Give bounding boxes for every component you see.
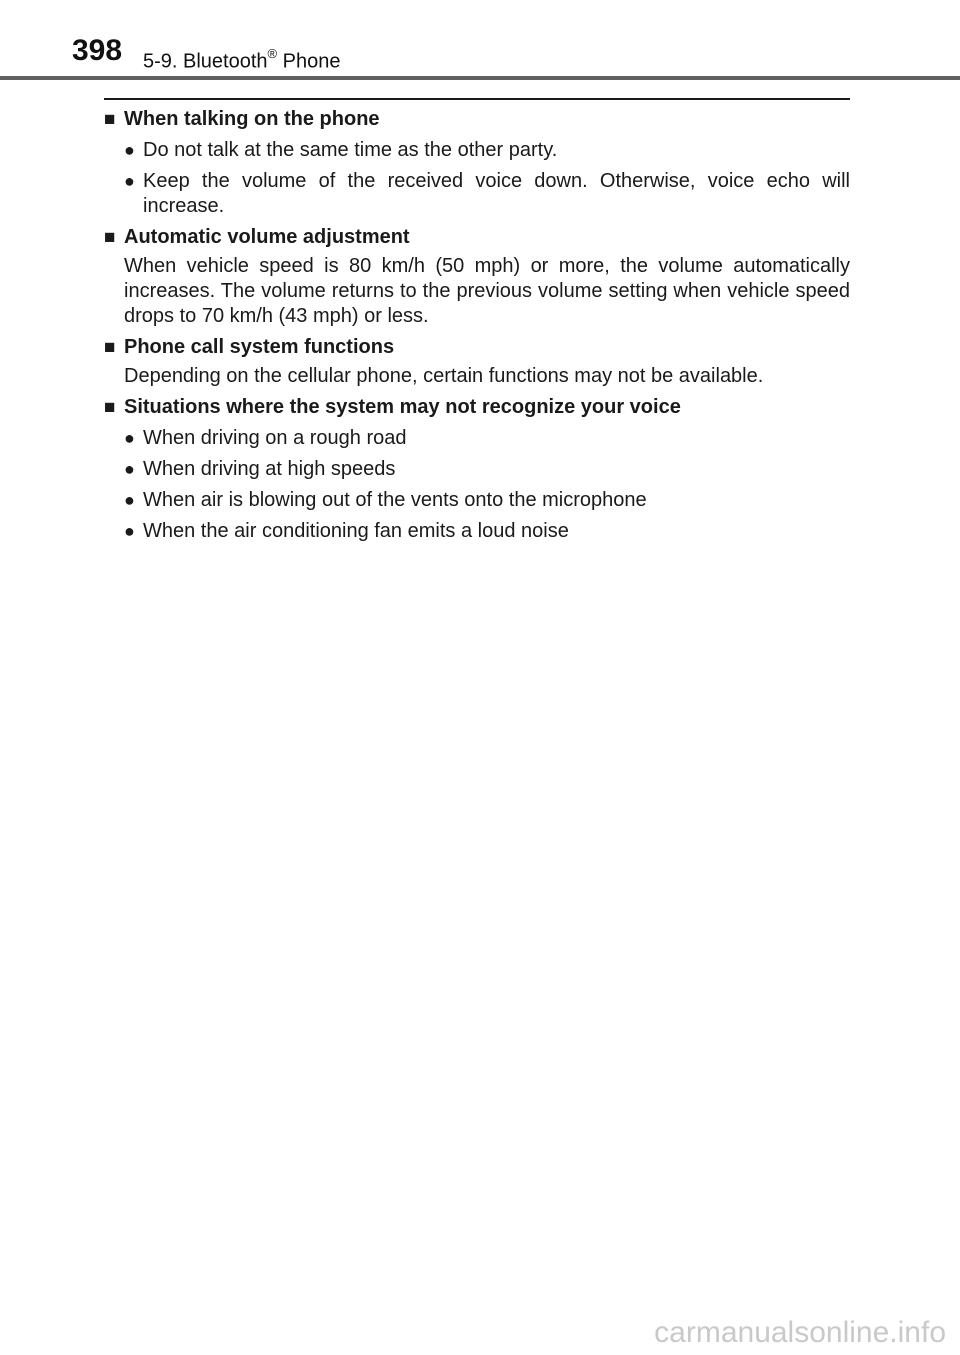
square-bullet-icon: ■ <box>104 227 116 248</box>
section-title-prefix: 5-9. Bluetooth <box>143 50 268 73</box>
page-header <box>0 0 960 80</box>
section-heading-text: Phone call system functions <box>124 336 395 358</box>
section-title <box>143 44 341 74</box>
list-item <box>124 488 850 513</box>
watermark: carmanualsonline.info <box>654 1316 946 1349</box>
square-bullet-icon: ■ <box>104 397 116 418</box>
list-item-text: Do not talk at the same time as the other party. <box>143 139 558 161</box>
list-item <box>124 426 850 451</box>
list-item <box>124 169 850 219</box>
body-paragraph: Depending on the cellular phone, certain functions may not be available. <box>124 365 764 387</box>
registered-mark: ® <box>267 46 278 61</box>
circle-bullet-icon: ● <box>124 171 135 191</box>
circle-bullet-icon: ● <box>124 521 135 541</box>
list-item-text: When driving on a rough road <box>143 427 407 449</box>
list-item-text: When the air conditioning fan emits a loud noise <box>143 520 569 542</box>
list-item <box>124 519 850 544</box>
list-item-text: When air is blowing out of the vents onto the microphone <box>143 489 647 511</box>
section-heading-text: Automatic volume adjustment <box>124 226 410 248</box>
main-content <box>104 107 850 544</box>
list-item <box>124 138 850 163</box>
header-divider <box>0 76 960 80</box>
section-heading-text: When talking on the phone <box>124 108 380 130</box>
circle-bullet-icon: ● <box>124 428 135 448</box>
circle-bullet-icon: ● <box>124 140 135 160</box>
square-bullet-icon: ■ <box>104 109 116 130</box>
section-heading <box>104 107 850 132</box>
circle-bullet-icon: ● <box>124 459 135 479</box>
section-title-suffix: Phone <box>277 50 341 73</box>
content-top-divider <box>104 98 850 100</box>
square-bullet-icon: ■ <box>104 337 116 358</box>
body-paragraph: When vehicle speed is 80 km/h (50 mph) or more, the volume automatically increases. The volume returns to the previous volume setting when vehicle speed drops to 70 km/h (43 mph) or less. <box>124 255 850 327</box>
section-heading <box>104 335 850 360</box>
list-item-text: When driving at high speeds <box>143 458 396 480</box>
list-item-text: Keep the volume of the received voice down. Otherwise, voice echo will increase. <box>143 170 850 217</box>
circle-bullet-icon: ● <box>124 490 135 510</box>
page-number: 398 <box>72 34 123 67</box>
list-item <box>124 457 850 482</box>
section-heading <box>104 395 850 420</box>
section-heading-text: Situations where the system may not recognize your voice <box>124 396 681 418</box>
section-heading <box>104 225 850 250</box>
